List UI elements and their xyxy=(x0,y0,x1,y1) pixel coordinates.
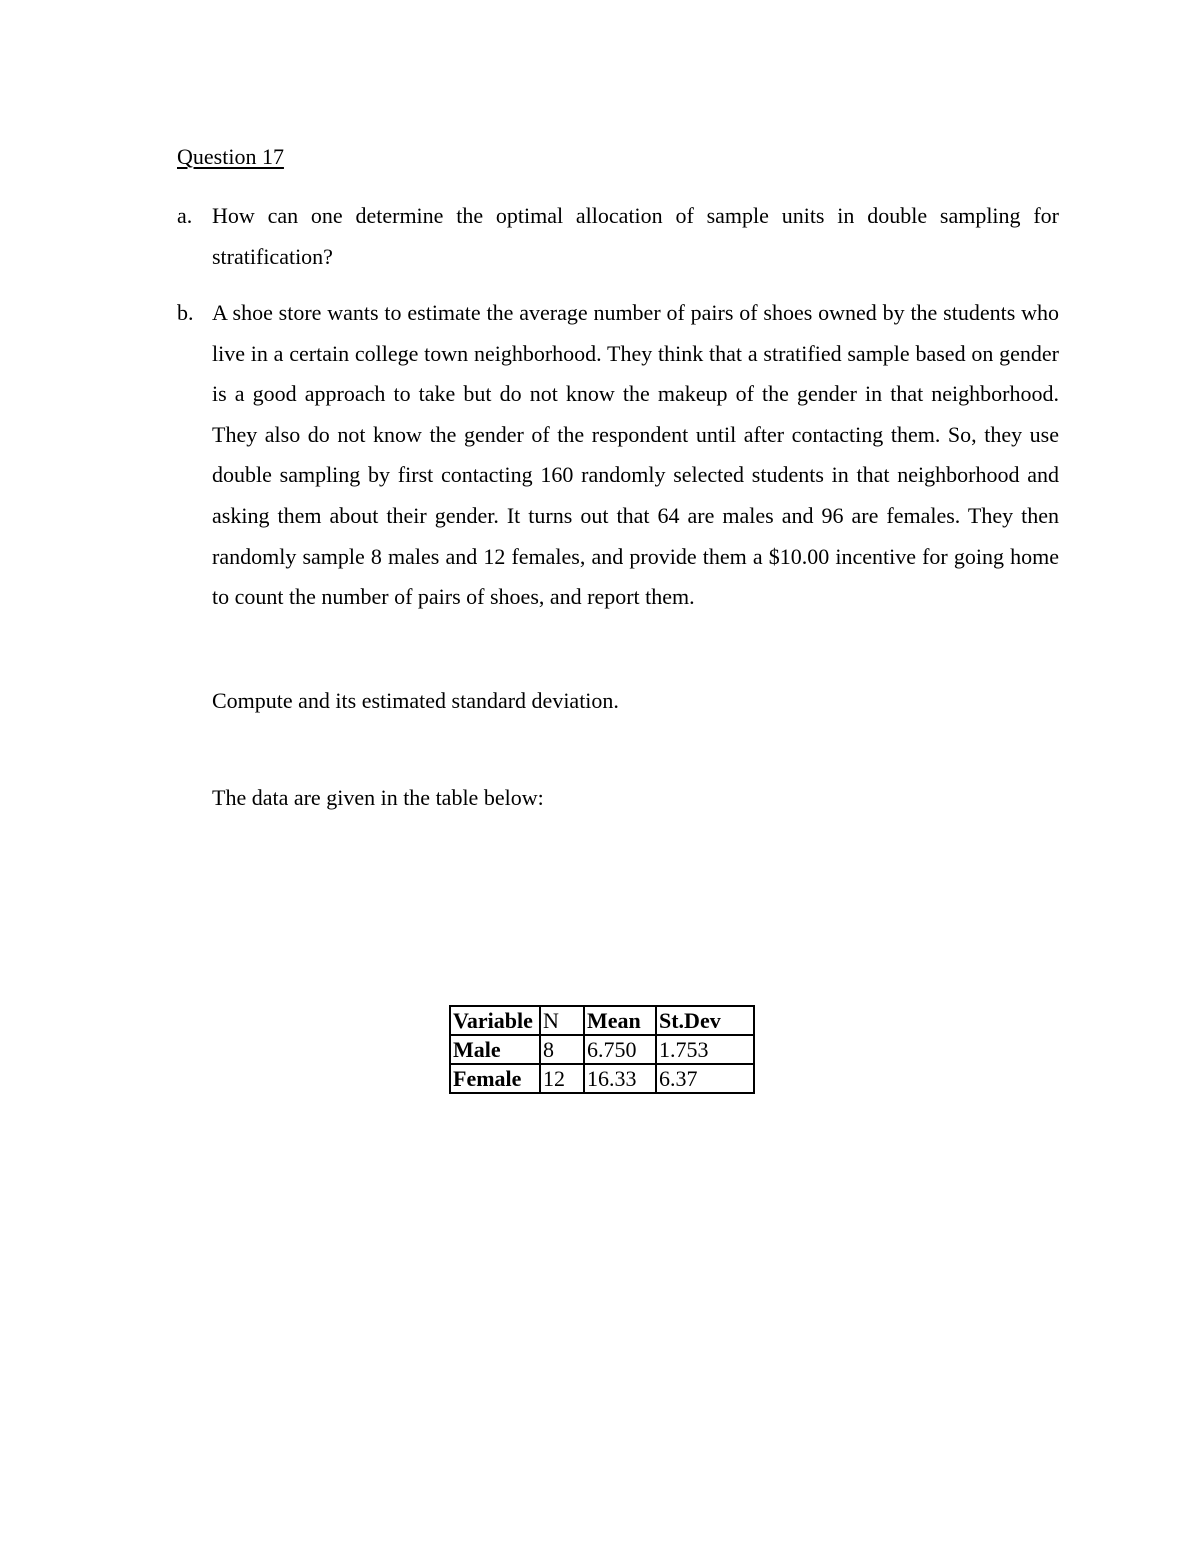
table-row xyxy=(450,1064,754,1093)
table-cell: 6.37 xyxy=(656,1064,754,1093)
part-a-text: How can one determine the optimal allocation of sample units in double sampling for stratification? xyxy=(212,203,1059,269)
table-cell: 6.750 xyxy=(584,1035,656,1064)
part-a-marker: a. xyxy=(177,203,193,228)
table-cell: 16.33 xyxy=(584,1064,656,1093)
data-table-note: The data are given in the table below: xyxy=(212,785,544,810)
question-part-b xyxy=(177,293,1059,618)
header-cell-variable: Variable xyxy=(450,1006,540,1035)
header-cell-n: N xyxy=(540,1006,584,1035)
data-table xyxy=(449,1005,755,1094)
table-header-row xyxy=(450,1006,754,1035)
table-cell: 12 xyxy=(540,1064,584,1093)
table-cell: 8 xyxy=(540,1035,584,1064)
compute-instruction: Compute and its estimated standard deviation. xyxy=(212,688,619,713)
part-b-marker: b. xyxy=(177,300,194,325)
row-label-male: Male xyxy=(450,1035,540,1064)
header-cell-stdev: St.Dev xyxy=(656,1006,754,1035)
question-part-a xyxy=(177,196,1059,277)
header-cell-mean: Mean xyxy=(584,1006,656,1035)
question-heading: Question 17 xyxy=(177,144,284,169)
row-label-female: Female xyxy=(450,1064,540,1093)
table-row xyxy=(450,1035,754,1064)
part-b-text: A shoe store wants to estimate the average number of pairs of shoes owned by the students who live in a certain college town neighborhood. They think that a stratified sample based on gender is a good approach to take but do not know the makeup of the gender in that neighborhood. They also do not know the gender of the respondent until after contacting them. So, they use double sampling by first contacting 160 randomly selected students in that neighborhood and asking them about their gender. It turns out that 64 are males and 96 are females. They then randomly sample 8 males and 12 females, and provide them a $10.00 incentive for going home to count the number of pairs of shoes, and report them. xyxy=(212,300,1059,610)
table-cell: 1.753 xyxy=(656,1035,754,1064)
